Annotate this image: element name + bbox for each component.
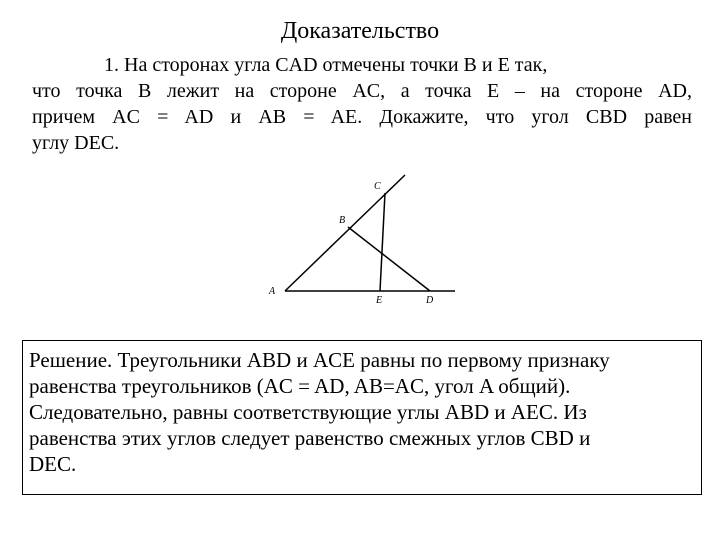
solution-line: Решение. Треугольники ABD и ACE равны по первому признаку <box>29 348 610 372</box>
label-a: A <box>269 286 276 297</box>
label-e: E <box>376 295 383 305</box>
solution-line: Следовательно, равны соответствующие углы ABD и AEC. Из <box>29 400 587 424</box>
ray-ac <box>285 175 405 291</box>
solution-line: равенства треугольников (AC = AD, AB=AC, угол A общий). <box>29 374 571 398</box>
page-title: Доказательство <box>280 18 440 44</box>
geometry-figure <box>255 170 470 305</box>
problem-line: 1. На сторонах угла CAD отмечены точки B и E так, <box>104 54 548 76</box>
segment-ce <box>380 193 385 291</box>
label-c: C <box>374 181 381 192</box>
segment-bd <box>348 227 430 291</box>
solution-box <box>22 340 702 495</box>
problem-line: углу DEC. <box>32 132 120 154</box>
problem-line: что точка B лежит на стороне AC, а точка E – на стороне AD, <box>32 80 692 102</box>
label-b: B <box>339 215 346 226</box>
problem-line: причем AC = AD и AB = AE. Докажите, что угол CBD равен <box>32 106 692 128</box>
label-d: D <box>426 295 434 305</box>
solution-line: DEC. <box>29 452 77 476</box>
problem-text <box>32 52 692 156</box>
solution-line: равенства этих углов следует равенство смежных углов CBD и <box>29 426 591 450</box>
